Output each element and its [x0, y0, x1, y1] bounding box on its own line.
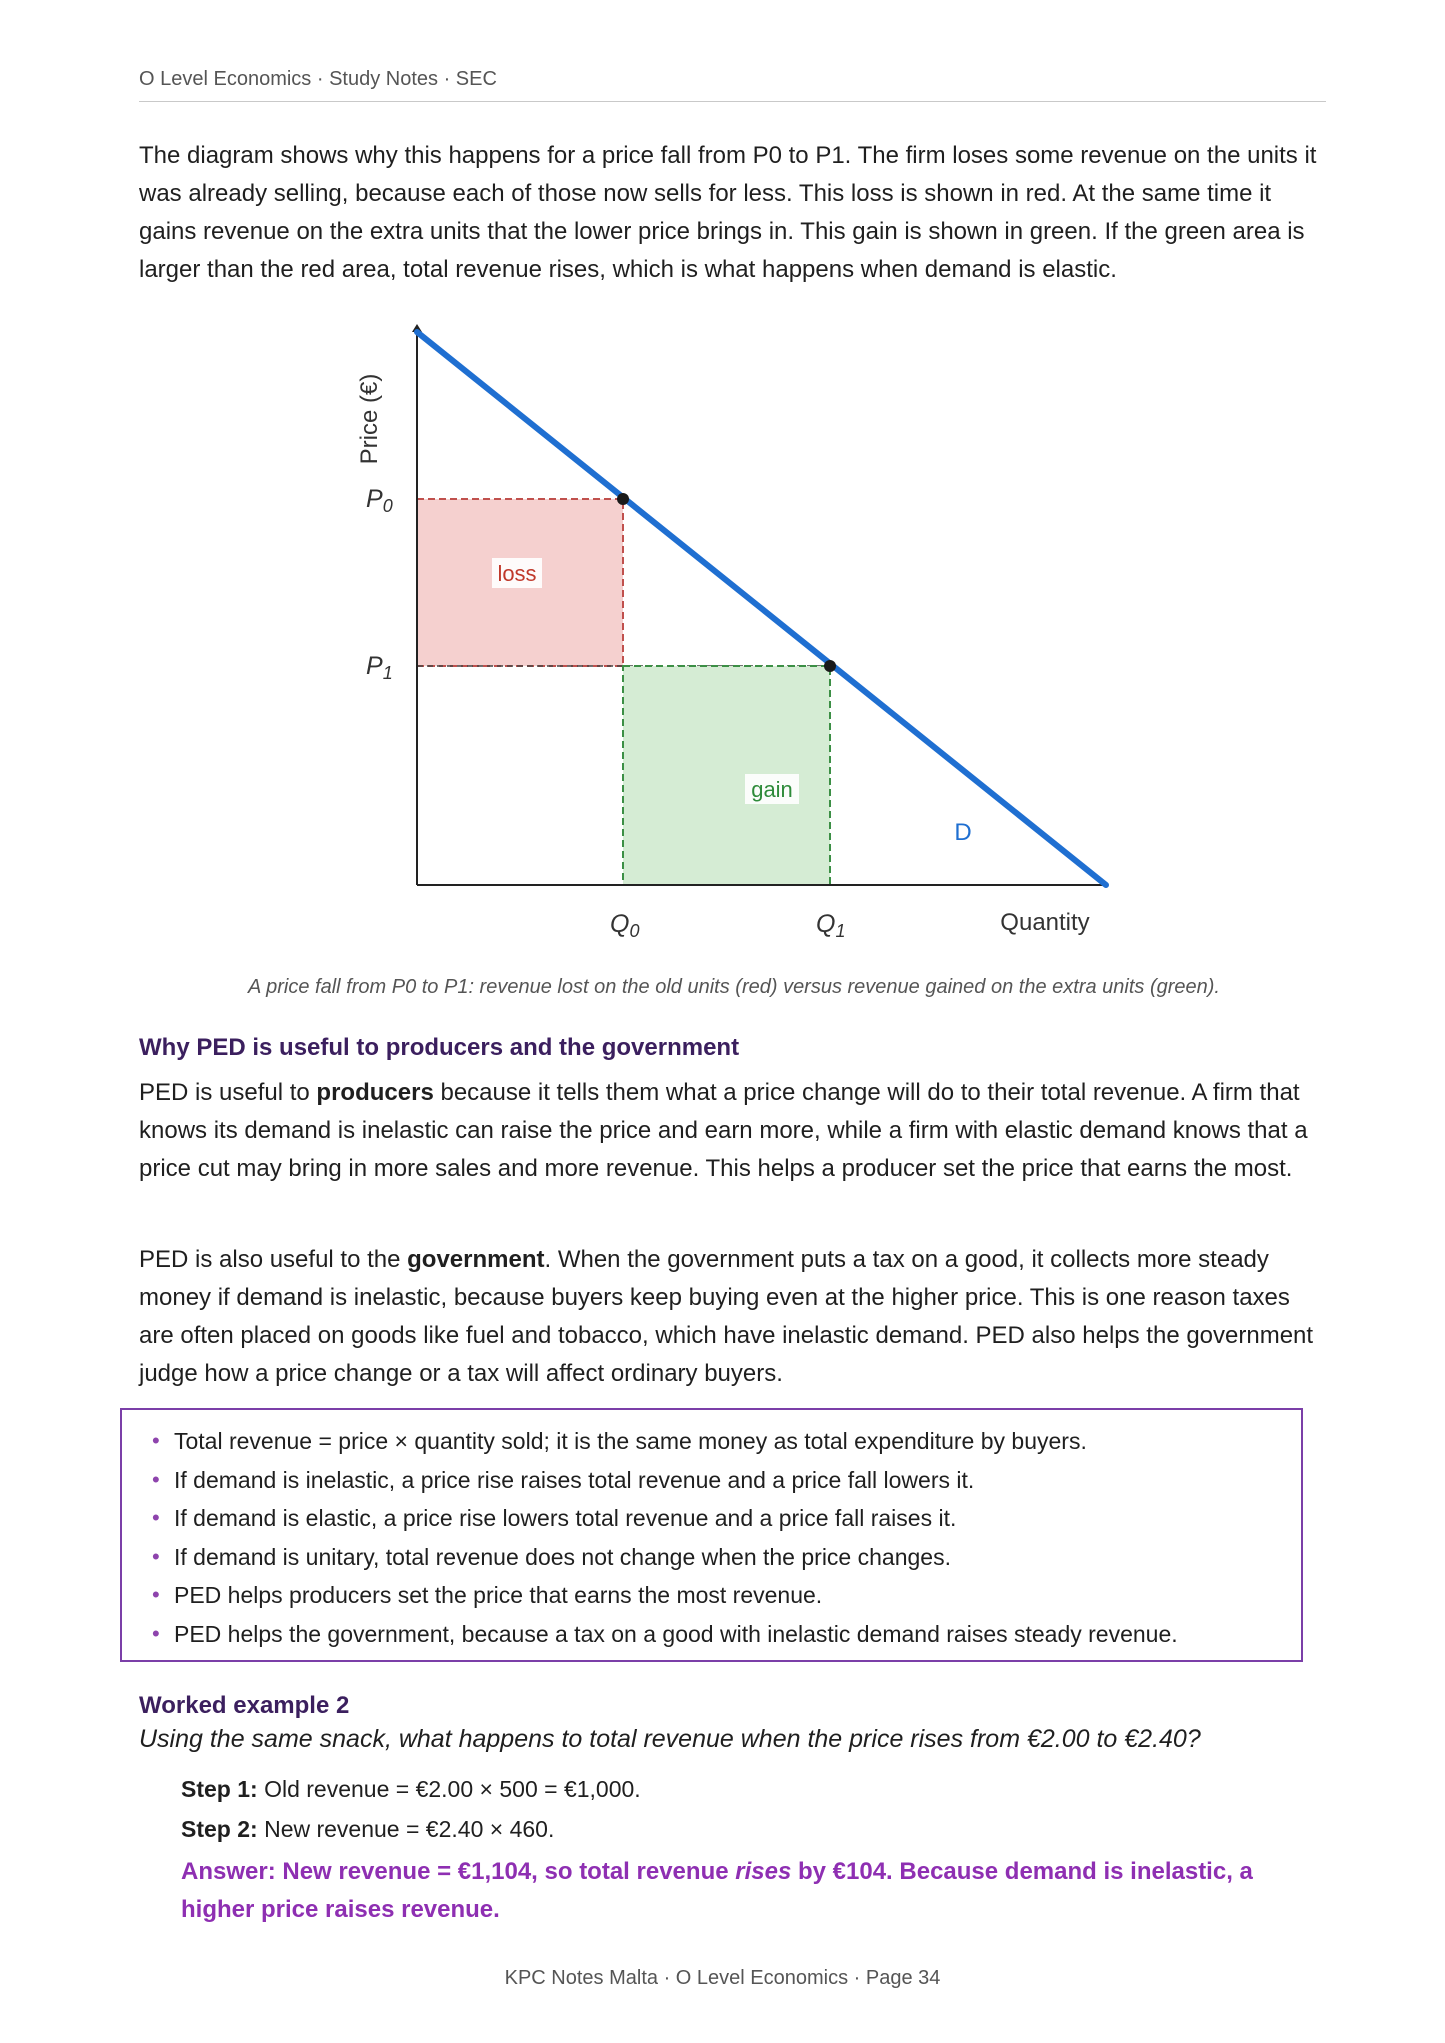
summary-item [152, 1538, 1301, 1577]
step-2 [181, 1816, 554, 1843]
step-1-label: Step 1: [181, 1776, 258, 1802]
page-footer: KPC Notes Malta · O Level Economics · Page 34 [504, 1967, 941, 1989]
curve-label: D [954, 819, 972, 846]
bullet-icon: • [152, 1543, 160, 1569]
summary-item [152, 1615, 1301, 1654]
government-text-after: . When the government puts a tax on a good, it collects more steady money if demand is inelastic, because buyers keep buying even at the higher price. This is one reason taxes are often placed on goods like fuel and tobacco, which have inelastic demand. PED also helps the government judge how a price change or a tax will affect ordinary buyers. [139, 1246, 1314, 1387]
summary-item [152, 1576, 1301, 1615]
bullet-icon: • [152, 1466, 160, 1492]
step-2-label: Step 2: [181, 1816, 258, 1842]
answer-text-before: Answer: New revenue = €1,104, so total revenue [181, 1858, 736, 1885]
summary-item-text: If demand is elastic, a price rise lowers total revenue and a price fall raises it. [174, 1505, 957, 1531]
summary-box [120, 1408, 1303, 1662]
step-2-text: New revenue = €2.40 × 460. [257, 1816, 555, 1842]
figure-caption: A price fall from P0 to P1: revenue lost on the old units (red) versus revenue gained on the extra units (green). [247, 976, 1220, 998]
summary-item-text: If demand is unitary, total revenue does not change when the price changes. [174, 1543, 951, 1570]
summary-item [152, 1422, 1301, 1461]
government-paragraph [139, 1241, 1329, 1393]
section-heading: Why PED is useful to producers and the government [139, 1034, 740, 1061]
summary-list [122, 1410, 1301, 1653]
summary-item-text: Total revenue = price × quantity sold; it is the same money as total expenditure by buyers. [174, 1428, 1087, 1454]
q0-label: $Q_0$ [610, 910, 640, 941]
x-axis-label: Quantity [1000, 909, 1090, 936]
summary-item-text: PED helps producers set the price that earns the most revenue. [174, 1582, 823, 1608]
answer-text-after: by €104. Because demand is inelastic, a higher price raises revenue. [181, 1858, 1253, 1923]
revenue-diagram [330, 322, 1130, 942]
producers-text-after: because it tells them what a price change will do to their total revenue. A firm that knows its demand is inelastic can raise the price and earn more, while a firm with elastic demand knows that a price cut may bring in more sales and more revenue. This helps a producer set the price that earns the most. [139, 1079, 1308, 1182]
step-1 [181, 1776, 641, 1803]
step-1-text: Old revenue = €2.00 × 500 = €1,000. [257, 1776, 641, 1802]
point-p0-q0 [617, 493, 629, 505]
bullet-icon: • [152, 1505, 160, 1530]
bullet-icon: • [152, 1428, 160, 1453]
summary-item [152, 1499, 1301, 1538]
worked-example-heading: Worked example 2 [139, 1692, 350, 1719]
government-text-before: PED is also useful to the [139, 1246, 408, 1273]
summary-item-text: If demand is inelastic, a price rise raises total revenue and a price fall lowers it. [174, 1466, 975, 1493]
worked-example-question: Using the same snack, what happens to total revenue when the price rises from €2.00 to €2.40? [139, 1725, 1201, 1753]
running-header: O Level Economics · Study Notes · SEC [139, 68, 1326, 102]
intro-paragraph: The diagram shows why this happens for a price fall from P0 to P1. The firm loses some revenue on the units it was already selling, because each of those now sells for less. This loss is shown in red. At the same time it gains revenue on the extra units that the lower price brings in. This gain is shown in green. If the green area is larger than the red area, total revenue rises, which is what happens when demand is elastic. [139, 142, 1317, 283]
worked-example-answer [181, 1853, 1331, 1929]
producers-bold: producers [316, 1079, 434, 1106]
q1-label: $Q_1$ [816, 910, 846, 941]
point-p1-q1 [824, 660, 836, 672]
loss-label: loss [497, 561, 537, 586]
p1-label: $P_1$ [366, 652, 393, 683]
y-axis-label: Price (€) [356, 373, 383, 465]
summary-item-text: PED helps the government, because a tax on a good with inelastic demand raises steady revenue. [174, 1620, 1178, 1647]
government-bold: government [407, 1246, 545, 1273]
answer-emphasis: rises [735, 1858, 792, 1885]
p0-label: $P_0$ [366, 485, 393, 516]
revenue-diagram-svg [330, 322, 1130, 942]
summary-item [152, 1461, 1301, 1500]
bullet-icon: • [152, 1620, 160, 1646]
bullet-icon: • [152, 1582, 160, 1607]
producers-text-before: PED is useful to [139, 1079, 317, 1106]
gain-label: gain [751, 777, 793, 802]
producers-paragraph [139, 1074, 1329, 1188]
